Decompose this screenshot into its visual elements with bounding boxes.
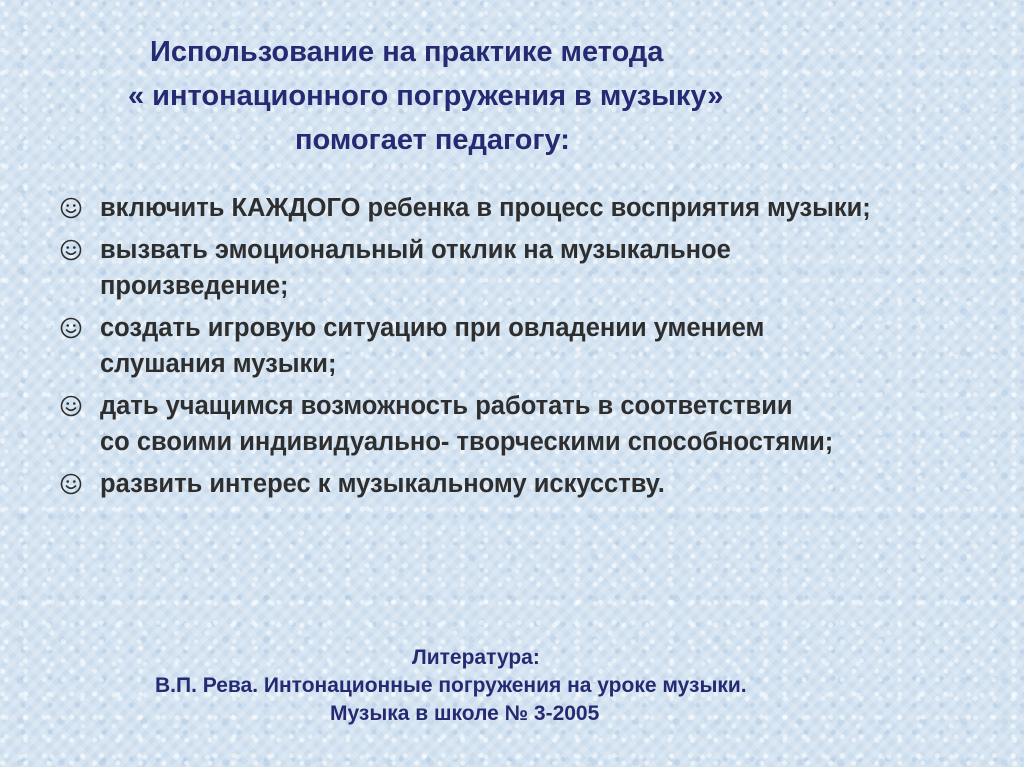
title-line-2: « интонационного погружения в музыку» — [128, 80, 724, 112]
smiley-face-icon — [60, 239, 82, 261]
bullet-item-5 — [58, 466, 998, 502]
bullet-text-3b: слушания музыки; — [100, 350, 337, 378]
bullet-text-3a: создать игровую ситуацию при овладении умением — [100, 314, 765, 342]
literature-source: Музыка в школе № 3-2005 — [330, 702, 600, 725]
smiley-face-icon — [60, 317, 82, 339]
bullet-list — [58, 190, 998, 508]
bullet-text-4b: со своими индивидуально- творческими способностями; — [100, 428, 834, 456]
literature-citation: В.П. Рева. Интонационные погружения на уроке музыки. — [155, 674, 747, 697]
title-line-3: помогает педагогу: — [295, 124, 570, 156]
bullet-item-3 — [58, 310, 998, 382]
bullet-text-2a: вызвать эмоциональный отклик на музыкальное — [100, 236, 731, 264]
smiley-face-icon — [60, 473, 82, 495]
smiley-face-icon — [60, 197, 82, 219]
bullet-text-5a: развить интерес к музыкальному искусству. — [100, 470, 665, 498]
smiley-face-icon — [60, 395, 82, 417]
bullet-text-4a: дать учащимся возможность работать в соответствии — [100, 392, 793, 420]
literature-heading: Литература: — [412, 646, 540, 669]
bullet-text-1a: включить КАЖДОГО ребенка в процесс восприятия музыки; — [100, 194, 871, 222]
title-line-1: Использование на практике метода — [150, 36, 664, 68]
bullet-item-4 — [58, 388, 998, 460]
bullet-item-1 — [58, 190, 998, 226]
bullet-text-2b: произведение; — [100, 272, 289, 300]
bullet-item-2 — [58, 232, 998, 304]
